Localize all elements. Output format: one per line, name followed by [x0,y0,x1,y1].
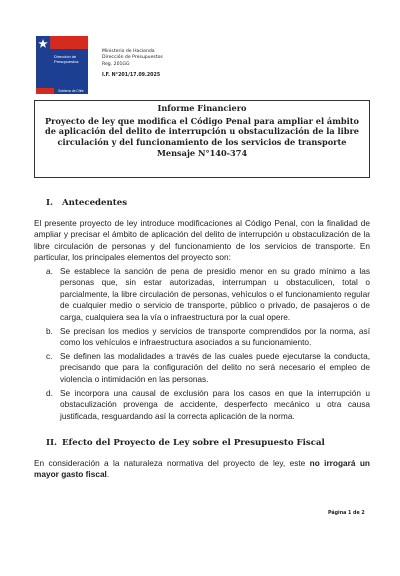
section-2-text [34,458,370,481]
fiscal-effect-text: En consideración a la naturaleza normativa del proyecto de ley, este [34,458,310,468]
section-2-heading [46,438,325,448]
direction-name: Dirección de Presupuestos [102,55,163,61]
document-header [102,49,163,80]
message-number: Mensaje N°140-374 [156,148,248,158]
list-item [46,266,370,323]
list-item-label: c. [46,351,53,361]
ministry-name: Ministerio de Hacienda [102,49,155,54]
report-number: I.F. N°201/17.09.2025 [102,73,161,79]
section-1-title: Antecedentes [62,198,128,208]
section-1-intro: El presente proyecto de ley introduce modificaciones al Código Penal, con la finalidad de ampliar y precisar el ámbito de aplicación del delito de interrupción u obstaculización de la libre circulación de personas y del funcionamiento de los servicios de transporte. En particular, los principales elementos del proyecto son: [34,218,370,263]
page-number: Página 1 de 2 [328,511,365,516]
report-title-box [34,100,370,178]
list-item-text: Se precisan los medios y servicios de transporte comprendidos por la norma, así como los vehículos e infraestructura asociados a su funcionamiento. [60,326,370,348]
chile-flag-icon [36,36,88,94]
list-item-text: Se establece la sanción de pena de presidio menor en su grado mínimo a las personas que, sin estar autorizadas, interrumpan u obstaculicen, total o parcialmente, la libre circulación de personas, vehículos o el funcionamiento regular de cualquier medio o servicio de transporte, público o privado, de pasajeros o de carga, cualquiera sea la vía o infraestructura por la cual opere. [60,266,370,322]
registry-code: Reg. 201GG [102,61,130,67]
fiscal-effect-end: . [106,469,110,480]
logo-text-1: Dirección de [54,54,77,59]
fiscal-effect-bold: no irrogará un mayor gasto fiscal [34,458,371,480]
section-1-number: I. [46,198,54,208]
logo-text-2: Presupuestos [54,59,79,64]
section-2-title: Efecto del Proyecto de Ley sobre el Presupuesto Fiscal [62,438,325,448]
section-1-heading [46,198,127,208]
list-item-label: b. [46,326,53,336]
bill-subject: Proyecto de ley que modifica el Código Penal para ampliar el ámbito de aplicación del delito de interrupción u obstaculización de la libre circulación y del funcionamiento de los servicios de transporte [44,115,359,147]
list-item-text: Se definen las modalidades a través de las cuales puede ejecutarse la conducta, precisando que para la configuración del delito no será necesario el empleo de violencia o intimidación en las personas. [60,351,370,384]
government-logo [36,36,88,94]
list-item [46,351,370,385]
list-item [46,388,370,422]
list-item-label: d. [46,388,53,398]
section-2-number: II. [46,438,58,448]
logo-text-3: Gobierno de Chile [58,89,84,93]
report-title: Informe Financiero [157,103,247,113]
list-item [46,326,370,349]
list-item-label: a. [46,266,53,276]
list-item-text: Se incorpora una causal de exclusión para los casos en que la interrupción u obstaculización provenga de accidente, desperfecto mecánico u otra causa justificada, resguardando así la correcta aplicación de la norma. [60,388,370,421]
